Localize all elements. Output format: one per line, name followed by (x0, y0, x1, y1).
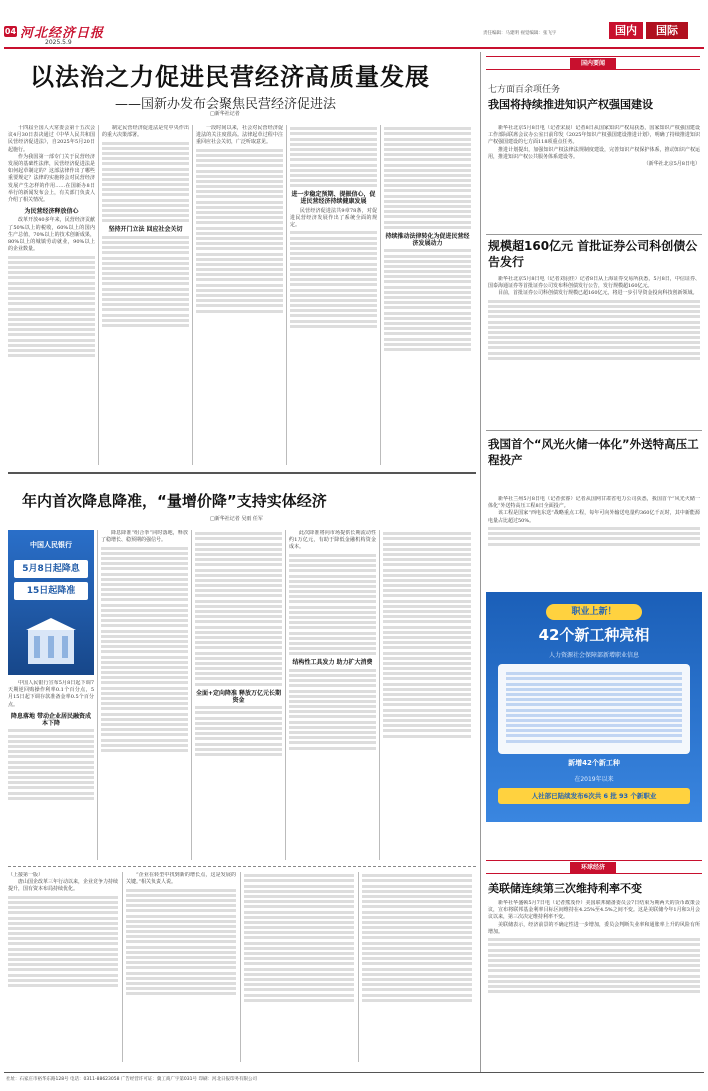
section-divider (8, 472, 476, 474)
global-economy-tag: 环球经济 (570, 862, 616, 873)
feature-byline: □新华社记者 吴雨 任军 (210, 516, 263, 522)
lead-section-head: 坚持开门立法 回应社会关切 (108, 226, 183, 234)
ip-body (488, 125, 700, 230)
continuation-paragraph: “企业在转型中找到新的增长点，这是发展的关键。”相关负责人说。 (126, 872, 236, 886)
ip-paragraph: 新华社北京5月8日电（记者宋晨）记者8日从国家知识产权局获悉，国家知识产权强国建设工作部际联席会议办公室日前印发《2025年知识产权强国建设推进计划》，明确了持续推进知识产权强国建设的七方面118项重点任务。 (488, 125, 700, 146)
feature-column-5 (383, 530, 471, 860)
continuation-column-2 (126, 872, 236, 1062)
power-body (488, 496, 700, 586)
continuation-paragraph: 唐山国企改革三年行动以来，企业竞争力持续提升，国有资本布局持续优化。 (8, 879, 118, 893)
lead-column-1 (8, 125, 95, 465)
lead-paragraph: 制定民营经济促进法是党中央作出的重大决策部署。 (102, 125, 189, 139)
fed-body (488, 900, 700, 1062)
feature-column-3 (195, 530, 282, 860)
new-jobs-stat3: 人社部已陆续发布6次共 6 批 93 个新职业 (498, 788, 690, 804)
graphic-rrr-cut: 15日起降准 (14, 582, 88, 600)
footer-imprint: 社址：石家庄市裕华东路128号 电话：0311-88623058 广告经营许可证：冀工商广字第031号 印刷：河北日报印务有限公司 (6, 1077, 257, 1082)
lead-column-5 (384, 125, 471, 465)
rate-cut-graphic (8, 530, 94, 675)
bond-paragraph: 目前，首批证券公司科创债发行规模已超160亿元，将进一步引导资金投向科技创新领域。 (498, 290, 698, 297)
feature-column-1 (8, 680, 94, 860)
ip-paragraph: （新华社北京5月8日电） (643, 161, 700, 168)
fed-paragraph: 美联储表示，经济前景的不确定性进一步增加，委员会判断失业率和通胀率上升的风险有所增加。 (488, 921, 700, 935)
feature-column-4 (289, 530, 376, 860)
domestic-news-tag: 国内要闻 (570, 58, 616, 69)
feature-paragraph: 降息降准“组合拳”同时落地，释放了稳增长、稳预期的强信号。 (101, 530, 188, 544)
bond-paragraph: 新华社北京5月8日电（记者刘羽佳）记者8日从上海证券交易所获悉，5月8日，中信证券、国泰海通证券等首批证券公司发布科创债发行公告，发行规模超160亿元。 (488, 276, 700, 290)
lead-column-4 (290, 125, 377, 465)
ip-headline: 我国将持续推进知识产权强国建设 (488, 98, 653, 111)
lead-headline: 以法治之力促进民营经济高质量发展 (30, 63, 430, 91)
feature-section-head: 全面+定向降准 释放万亿元长期资金 (195, 689, 282, 704)
page-number-badge: 04 (4, 27, 17, 36)
lead-section-head: 为民营经济释放信心 (24, 208, 79, 216)
power-paragraph: 新华社兰州5月8日电（记者张睿）记者从国网甘肃省电力公司获悉，我国首个“风光火储一体化”外送特高压工程8日全面投产。 (488, 496, 700, 510)
graphic-org: 中国人民银行 (30, 541, 72, 549)
power-paragraph: 该工程是国家“西电东送”战略重点工程，每年可向外输送电量约360亿千瓦时，其中新能源电量占比超过50%。 (488, 510, 700, 524)
editors-line: 责任编辑：马建明 视觉编辑：张飞宇 (483, 31, 557, 36)
continuation-divider (8, 866, 476, 867)
new-jobs-panel (498, 664, 690, 754)
domestic-news-banner (486, 56, 700, 70)
new-jobs-stat1: 新增42个新工种 (568, 759, 620, 767)
issue-date: 2025.5.9 (45, 39, 72, 46)
paper-name: 河北经济日报 (20, 26, 105, 41)
ip-kicker: 七方面百余项任务 (488, 85, 561, 95)
power-headline: 我国首个“风光火储一体化”外送特高压工程投产 (488, 437, 699, 467)
lead-section-head: 进一步稳定预期、提振信心，促进民营经济持续健康发展 (291, 191, 376, 206)
ip-paragraph: 推进计划提出，加强知识产权法律法规制度建设，完善知识产权保护体系，推动知识产权运用，推进知识产权公共服务体系建设等。 (488, 146, 700, 160)
fed-headline: 美联储连续第三次维持利率不变 (488, 882, 642, 895)
lead-paragraph: 十四届全国人大常委会第十五次会议4月30日表决通过《中华人民共和国民营经济促进法》，自2025年5月20日起施行。 (8, 125, 95, 153)
lead-column-3 (196, 125, 283, 465)
lead-paragraph: 民营经济促进法共9章78条，对促进民营经济发展作出了系统全面的规定。 (290, 207, 377, 229)
masthead (0, 0, 708, 46)
feature-paragraph: 中国人民银行宣布5月8日起下调7天期逆回购操作利率0.1个百分点，5月15日起下调存款准备金率0.5个百分点。 (8, 680, 94, 708)
lead-paragraph: 一段时间以来，社会对民营经济促进法的关注度很高。法律起草过程中注重回应社会关切，广泛听取意见。 (196, 125, 283, 146)
graphic-rate-cut: 5月8日起降息 (14, 560, 88, 578)
lead-column-2 (102, 125, 189, 465)
feature-section-head: 结构性工具发力 助力扩大消费 (292, 659, 373, 667)
new-jobs-headline: 42个新工种亮相 (538, 626, 650, 644)
lead-byline: □新华社记者 (210, 111, 240, 117)
new-jobs-sub: 人力资源社会保障部新增职业信息 (548, 652, 639, 659)
global-economy-banner (486, 860, 702, 874)
lead-paragraph: 作为我国第一部专门关于民营经济发展的基础性法律，民营经济促进法是如何起草制定的？这部法律作出了哪些重要规定？法律的实施将会对民营经济发展产生怎样的作用……在国新办8日举行的新闻发布会上，有关部门负责人介绍了相关情况。 (8, 153, 95, 204)
lead-paragraph: 改革开放40多年来，民营经济贡献了50%以上的税收，60%以上的国内生产总值，70%以上的技术创新成果，80%以上的城镇劳动就业，90%以上的企业数量。 (8, 217, 95, 253)
fed-paragraph: 新华社华盛顿5月7日电（记者熊茂伶）美国联邦储备委员会7日结束为期两天的货币政策会议，宣布将联邦基金利率目标区间维持在4.25%至4.5%之间不变。这是美联储今年1月和3月会议以来，第三次决定维持利率不变。 (488, 900, 700, 921)
bond-headline: 规模超160亿元 首批证券公司科创债公告发行 (488, 239, 698, 269)
continuation-column-1 (8, 872, 118, 1062)
continuation-label: （上接第一版） (8, 872, 44, 878)
new-jobs-infographic (486, 592, 702, 822)
new-jobs-slogan: 职业上新！ (546, 604, 642, 620)
feature-headline: 年内首次降息降准，“量增价降”支持实体经济 (22, 492, 327, 510)
continuation-column-4 (362, 872, 472, 1062)
section-tag-international: 国际 (646, 22, 688, 39)
graphic-building-icon (24, 616, 78, 666)
section-tag-domestic: 国内 (609, 22, 643, 39)
feature-paragraph: 此次降准将向市场提供长期流动性约1万亿元，有助于降低金融机构资金成本。 (289, 530, 376, 551)
continuation-column-3 (244, 872, 354, 1062)
lead-subhead: ——国新办发布会聚焦民营经济促进法 (115, 97, 337, 112)
lead-section-head: 持续推动法律转化为促进民营经济发展动力 (385, 232, 470, 247)
feature-section-head: 降息落地 带动企业居民融资成本下降 (10, 712, 92, 728)
new-jobs-stat2: 在2019年以来 (574, 776, 614, 783)
bond-body (488, 276, 700, 426)
feature-column-2 (101, 530, 188, 860)
